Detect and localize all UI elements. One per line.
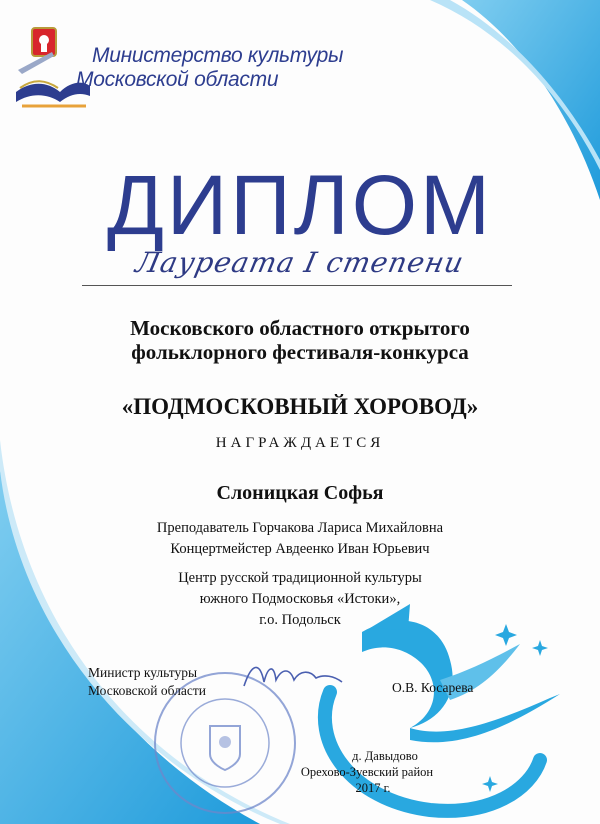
ministry-name bbox=[76, 44, 343, 92]
org-line-3: г.о. Подольск bbox=[259, 612, 341, 628]
org-line-1: Центр русской традиционной культуры bbox=[178, 570, 422, 586]
degree-underline bbox=[82, 285, 512, 286]
org-line-2: южного Подмосковья «Истоки», bbox=[199, 591, 401, 607]
festival-description bbox=[0, 316, 600, 364]
ministry-line-2: Московской области bbox=[76, 68, 279, 91]
accompanist-line: Концертмейстер Авдеенко Иван Юрьевич bbox=[170, 541, 430, 557]
ministry-line-1: Министерство культуры bbox=[92, 44, 344, 67]
awarded-label: НАГРАЖДАЕТСЯ bbox=[215, 435, 385, 451]
festival-line-1: Московского областного открытого bbox=[130, 316, 470, 340]
minister-line-2: Московской области bbox=[88, 683, 207, 698]
minister-title bbox=[88, 664, 206, 700]
minister-name: О.В. Косарева bbox=[392, 680, 474, 695]
minister-line-1: Министр культуры bbox=[88, 665, 198, 680]
diploma-title: ДИПЛОМ bbox=[106, 158, 494, 252]
teachers-block bbox=[0, 518, 600, 560]
place-line-2: Орехово-Зуевский район bbox=[300, 765, 434, 779]
degree-handwritten: Лауреата I степени bbox=[132, 246, 468, 279]
place-line-1: д. Давыдово bbox=[352, 749, 418, 763]
festival-line-2: фольклорного фестиваля-конкурса bbox=[131, 340, 469, 364]
recipient-name: Слоницкая Софья bbox=[216, 482, 384, 504]
place-date-block bbox=[257, 748, 477, 796]
festival-name: «ПОДМОСКОВНЫЙ ХОРОВОД» bbox=[121, 394, 479, 419]
place-line-3: 2017 г. bbox=[355, 781, 391, 795]
signature-icon bbox=[238, 656, 348, 696]
teacher-line: Преподаватель Горчакова Лариса Михайловна bbox=[156, 520, 444, 536]
